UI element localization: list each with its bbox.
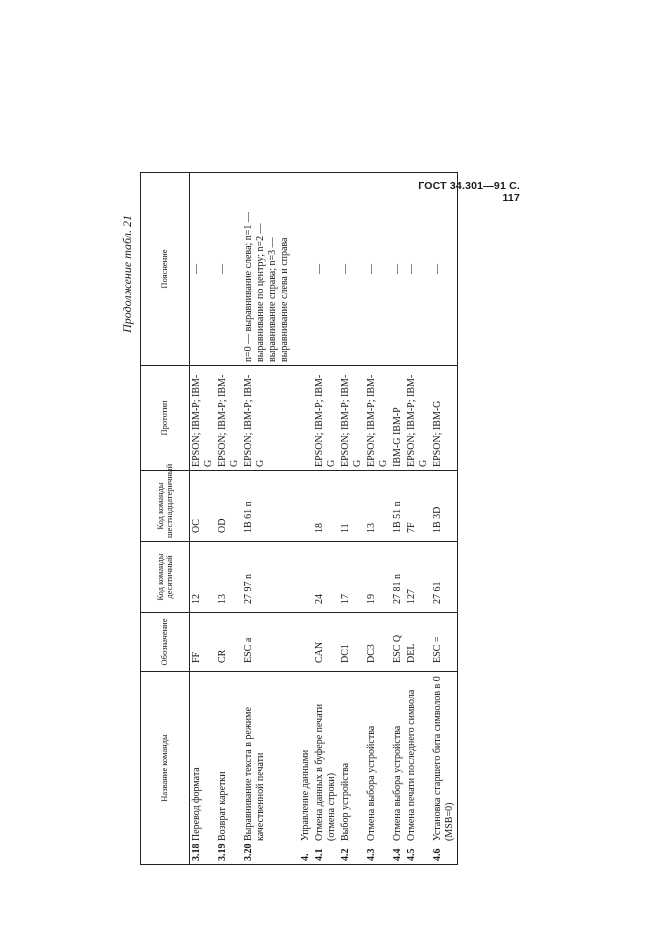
col-header-symbol: Обозначение bbox=[141, 613, 190, 672]
empty-cell bbox=[292, 542, 313, 613]
table-continuation-caption: Продолжение табл. 21 bbox=[120, 215, 134, 333]
hex-cell: 7F bbox=[405, 471, 431, 542]
symbol-cell: DC3 bbox=[365, 613, 391, 672]
explanation-cell: — bbox=[216, 173, 242, 366]
dec-cell: 27 81 n bbox=[391, 542, 405, 613]
hex-cell: 11 bbox=[339, 471, 365, 542]
command-name-cell bbox=[242, 672, 292, 865]
col-header-prototype: Прототип bbox=[141, 366, 190, 471]
explanation-cell: — bbox=[391, 173, 405, 366]
explanation-cell: n=0 — выравнивание слева; n=1 — выравнивание по центру; n=2 — выравнивание справа; n=3 — выравнивание слева и справа bbox=[242, 173, 292, 366]
command-name: Отмена данных в буфере печати (отмена строки) bbox=[314, 703, 337, 841]
row-number: 4.3 bbox=[366, 848, 377, 861]
symbol-cell: ESC a bbox=[242, 613, 292, 672]
dec-cell: 127 bbox=[405, 542, 431, 613]
row-number: 4.1 bbox=[314, 848, 325, 861]
hex-cell: 1B 61 n bbox=[242, 471, 292, 542]
table-row bbox=[431, 173, 458, 865]
prototype-cell: IBM-G IBM-P bbox=[391, 366, 405, 471]
page-header: ГОСТ 34.301—91 С. 117 bbox=[418, 180, 520, 204]
explanation-cell: — bbox=[313, 173, 339, 366]
command-name: Отмена выбора устройства bbox=[392, 725, 403, 841]
table-row bbox=[365, 173, 391, 865]
symbol-cell: CR bbox=[216, 613, 242, 672]
symbol-cell: FF bbox=[190, 613, 217, 672]
commands-table bbox=[140, 172, 458, 865]
row-number: 4.6 bbox=[432, 848, 443, 861]
col-header-hex: Код команды шестнадцатеричный bbox=[141, 471, 190, 542]
prototype-cell: EPSON; IBM-P; IBM-G bbox=[216, 366, 242, 471]
table-row bbox=[242, 173, 292, 865]
command-name-cell bbox=[190, 672, 217, 865]
explanation-cell: — bbox=[339, 173, 365, 366]
hex-cell: 13 bbox=[365, 471, 391, 542]
section-name: Управление данными bbox=[300, 749, 311, 841]
empty-cell bbox=[292, 173, 313, 366]
command-name: Отмена печати последнего символа bbox=[406, 689, 417, 841]
explanation-cell: — bbox=[405, 173, 431, 366]
command-name-cell bbox=[313, 672, 339, 865]
table-header-row bbox=[141, 173, 190, 865]
symbol-cell: DEL bbox=[405, 613, 431, 672]
rotated-table-block bbox=[120, 212, 485, 865]
dec-cell: 12 bbox=[190, 542, 217, 613]
empty-cell bbox=[292, 366, 313, 471]
row-number: 3.20 bbox=[243, 843, 254, 861]
dec-cell: 27 97 n bbox=[242, 542, 292, 613]
col-header-dec: Код команды десятичный bbox=[141, 542, 190, 613]
hex-cell: OD bbox=[216, 471, 242, 542]
command-name: Выбор устройства bbox=[340, 762, 351, 841]
dec-cell: 24 bbox=[313, 542, 339, 613]
command-name-cell bbox=[431, 672, 458, 865]
row-number: 3.18 bbox=[191, 843, 202, 861]
prototype-cell: EPSON; IBM-P; IBM-G bbox=[190, 366, 217, 471]
prototype-cell: EPSON; IBM-G bbox=[431, 366, 458, 471]
col-header-explanation: Пояснение bbox=[141, 173, 190, 366]
empty-cell bbox=[292, 471, 313, 542]
explanation-cell: — bbox=[190, 173, 217, 366]
row-number: 3.19 bbox=[217, 843, 228, 861]
table-row bbox=[313, 173, 339, 865]
command-name-cell bbox=[365, 672, 391, 865]
prototype-cell: EPSON; IBM-P; IBM-G bbox=[242, 366, 292, 471]
hex-cell: OC bbox=[190, 471, 217, 542]
dec-cell: 27 61 bbox=[431, 542, 458, 613]
row-number: 4.4 bbox=[392, 848, 403, 861]
table-row bbox=[391, 173, 405, 865]
dec-cell: 19 bbox=[365, 542, 391, 613]
command-name: Отмена выбора устройства bbox=[366, 725, 377, 841]
command-name: Перевод формата bbox=[191, 767, 202, 841]
hex-cell: 1B 51 n bbox=[391, 471, 405, 542]
empty-cell bbox=[292, 613, 313, 672]
symbol-cell: DC1 bbox=[339, 613, 365, 672]
dec-cell: 17 bbox=[339, 542, 365, 613]
explanation-cell: — bbox=[431, 173, 458, 366]
table-row bbox=[216, 173, 242, 865]
command-name-cell bbox=[391, 672, 405, 865]
command-name-cell bbox=[339, 672, 365, 865]
table-row bbox=[190, 173, 217, 865]
table-section-row bbox=[292, 173, 313, 865]
explanation-cell: — bbox=[365, 173, 391, 366]
prototype-cell: EPSON; IBM-P; IBM-G bbox=[365, 366, 391, 471]
table-row bbox=[405, 173, 431, 865]
section-number: 4. bbox=[300, 853, 311, 861]
hex-cell: 1B 3D bbox=[431, 471, 458, 542]
command-name-cell bbox=[216, 672, 242, 865]
row-number: 4.5 bbox=[406, 848, 417, 861]
command-name: Возврат каретки bbox=[217, 771, 228, 841]
prototype-cell: EPSON; IBM-P; IBM-G bbox=[405, 366, 431, 471]
section-name-cell bbox=[292, 672, 313, 865]
hex-cell: 18 bbox=[313, 471, 339, 542]
command-name-cell bbox=[405, 672, 431, 865]
symbol-cell: ESC = bbox=[431, 613, 458, 672]
symbol-cell: ESC Q bbox=[391, 613, 405, 672]
prototype-cell: EPSON; IBM-P; IBM-G bbox=[313, 366, 339, 471]
prototype-cell: EPSON; IBM-P; IBM-G bbox=[339, 366, 365, 471]
command-name: Выравнивание текста в режиме качественной печати bbox=[243, 707, 266, 841]
row-number: 4.2 bbox=[340, 848, 351, 861]
command-name: Установка старшего бита символов в 0 (MSB=0) bbox=[432, 676, 455, 841]
symbol-cell: CAN bbox=[313, 613, 339, 672]
dec-cell: 13 bbox=[216, 542, 242, 613]
col-header-name: Название команды bbox=[141, 672, 190, 865]
table-row bbox=[339, 173, 365, 865]
